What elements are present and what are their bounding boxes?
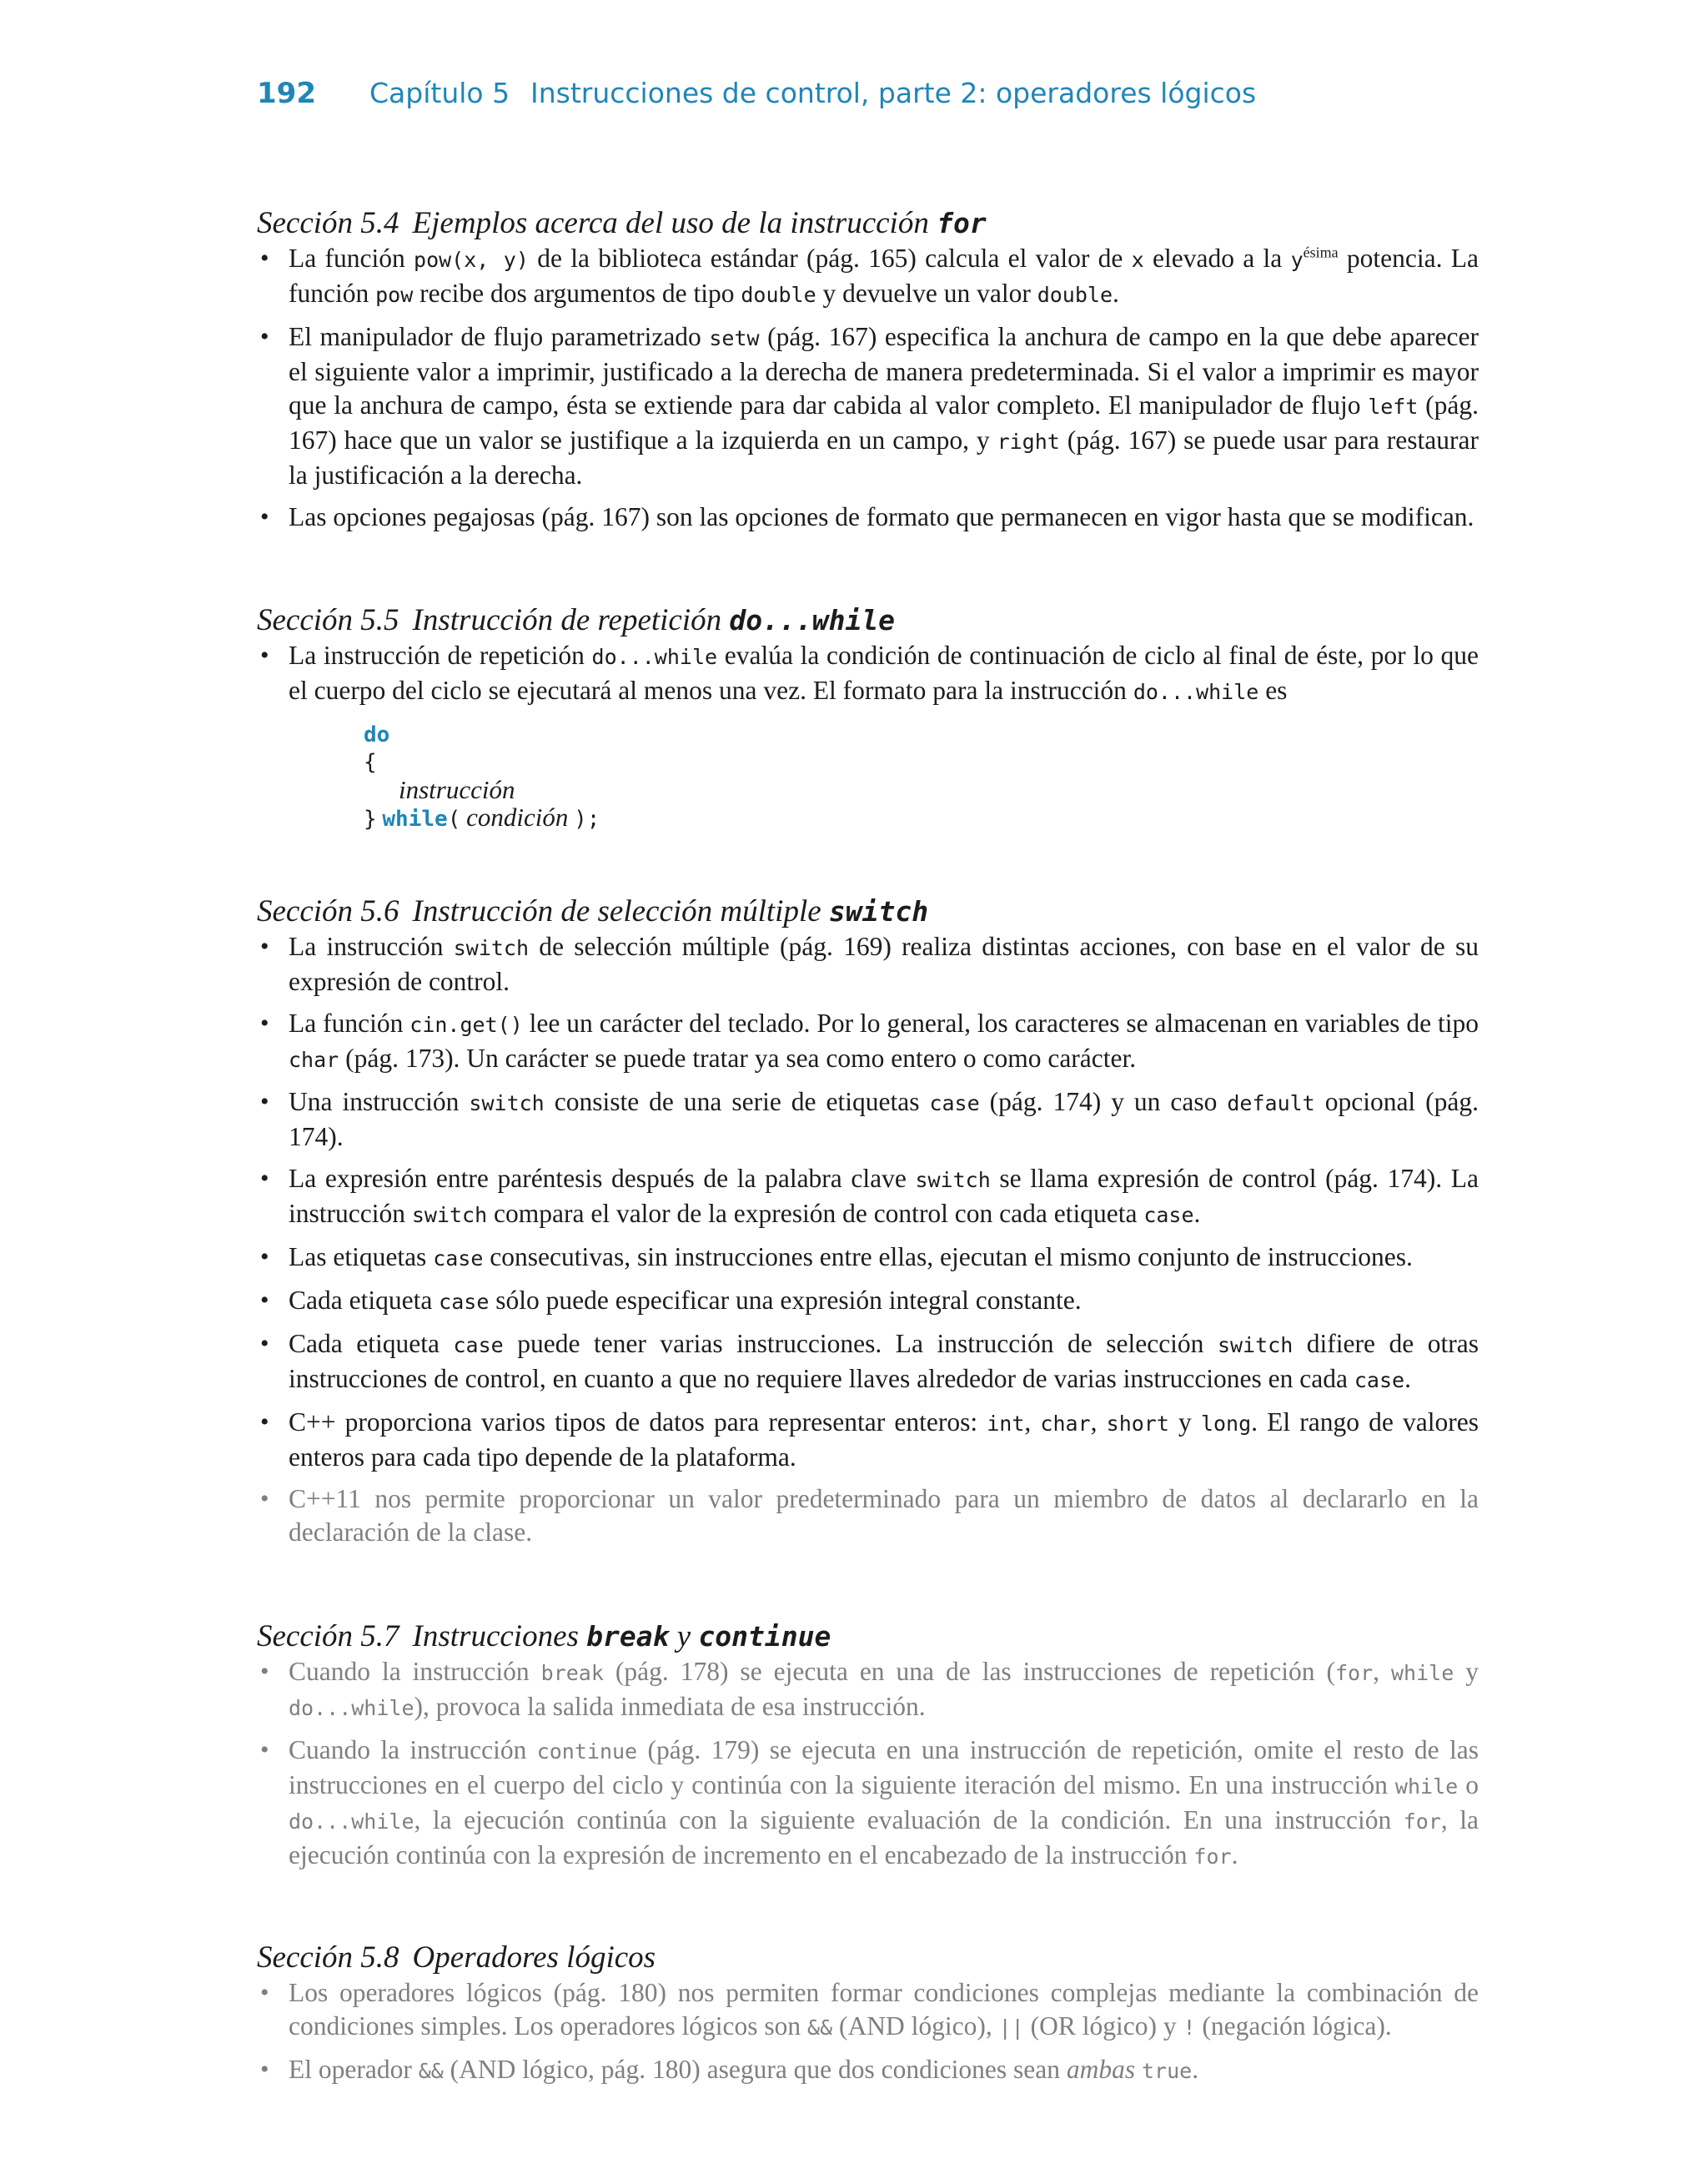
list-item: • La función cin.get() lee un carácter del teclado. Por lo general, los caracteres se almacenan en variables de tipo char (pág. 173). Un carácter se puede tratar ya sea como entero o como carácter.: [257, 1007, 1479, 1077]
list-item: • La expresión entre paréntesis después de la palabra clave switch se llama expresión de control (pág. 174). La instrucción switch compara el valor de la expresión de control con cada etiqueta case.: [257, 1162, 1479, 1232]
running-header: [0, 77, 1708, 118]
list-item: • Cada etiqueta case sólo puede especificar una expresión integral constante.: [257, 1284, 1479, 1319]
list-item: • Cada etiqueta case puede tener varias instrucciones. La instrucción de selección switch difiere de otras instrucciones de control, en cuanto a que no requiere llaves alrededor de varias instrucciones en cada case.: [257, 1327, 1479, 1397]
list-item: • La instrucción switch de selección múltiple (pág. 169) realiza distintas acciones, con base en el valor de su expresión de control.: [257, 930, 1479, 999]
section-heading: Sección 5.8 Operadores lógicos: [257, 1940, 656, 1975]
page-content: [257, 205, 1479, 2096]
list-item: • Las opciones pegajosas (pág. 167) son las opciones de formato que permanecen en vigor hasta que se modifican.: [257, 501, 1479, 534]
list-item: • Los operadores lógicos (pág. 180) nos permiten formar condiciones complejas mediante la combinación de condiciones simples. Los operadores lógicos son && (AND lógico), || (OR lógico) y ! (negación lógica).: [257, 1976, 1479, 2045]
section-5-4: [257, 205, 1479, 534]
chapter-label: Capítulo 5: [369, 77, 510, 109]
section-5-8: [257, 1940, 1479, 2088]
bullet-list: [257, 930, 1479, 1549]
list-item: • Cuando la instrucción continue (pág. 179) se ejecuta en una instrucción de repetición, omite el resto de las instrucciones en el cuerpo del ciclo y continúa con la siguiente iteración del mismo. En una instrucción while o do...while, la ejecución continúa con la siguiente evaluación de la condición. En una instrucción for, la ejecución continúa con la expresión de incremento en el encabezado de la instrucción for.: [257, 1734, 1479, 1874]
list-item: • C++ proporciona varios tipos de datos para representar enteros: int, char, short y long. El rango de valores enteros para cada tipo depende de la plataforma.: [257, 1406, 1479, 1474]
bullet-list: [257, 1655, 1479, 1874]
section-5-6: [257, 893, 1479, 1549]
chapter-title: Instrucciones de control, parte 2: operadores lógicos: [530, 77, 1257, 109]
list-item: • Cuando la instrucción break (pág. 178) se ejecuta en una de las instrucciones de repetición (for, while y do...while), provoca la salida inmediata de esa instrucción.: [257, 1655, 1479, 1725]
list-item: • La función pow(x, y) de la biblioteca estándar (pág. 165) calcula el valor de x elevado a la $y^{ésima}$ potencia. La función pow recibe dos argumentos de tipo double y devuelve un valor double.: [257, 242, 1479, 312]
bullet-list: [257, 639, 1479, 709]
section-5-5: [257, 602, 1479, 831]
list-item: • El operador && (AND lógico, pág. 180) asegura que dos condiciones sean ambas true.: [257, 2053, 1479, 2088]
list-item: • Las etiquetas case consecutivas, sin instrucciones entre ellas, ejecutan el mismo conjunto de instrucciones.: [257, 1240, 1479, 1276]
list-item: • C++11 nos permite proporcionar un valor predeterminado para un miembro de datos al declararlo en la declaración de la clase.: [257, 1482, 1479, 1549]
section-heading: Sección 5.7 Instrucciones break y continue: [257, 1619, 831, 1653]
page-number: 192: [257, 77, 316, 110]
bullet-list: [257, 242, 1479, 534]
list-item: • Una instrucción switch consiste de una serie de etiquetas case (pág. 174) y un caso default opcional (pág. 174).: [257, 1085, 1479, 1154]
bullet-list: [257, 1976, 1479, 2088]
list-item: • El manipulador de flujo parametrizado setw (pág. 167) especifica la anchura de campo en la que debe aparecer el siguiente valor a imprimir, justificado a la derecha de manera predeterminada. Si el valor a imprimir es mayor que la anchura de campo, ésta se extiende para dar cabida al valor completo. El manipulador de flujo left (pág. 167) hace que un valor se justifique a la izquierda en un campo, y right (pág. 167) se puede usar para restaurar la justificación a la derecha.: [257, 320, 1479, 492]
section-heading: Sección 5.6 Instrucción de selección múltiple switch: [257, 894, 929, 928]
list-item: • La instrucción de repetición do...while evalúa la condición de continuación de ciclo al final de éste, por lo que el cuerpo del ciclo se ejecutará al menos una vez. El formato para la instrucción do...while es: [257, 639, 1479, 709]
code-block: do { instrucción } while( condición );: [364, 722, 600, 832]
section-heading: Sección 5.5 Instrucción de repetición do...while: [257, 603, 896, 637]
section-5-7: [257, 1618, 1479, 1874]
section-heading: Sección 5.4 Ejemplos acerca del uso de la instrucción for: [257, 206, 987, 240]
